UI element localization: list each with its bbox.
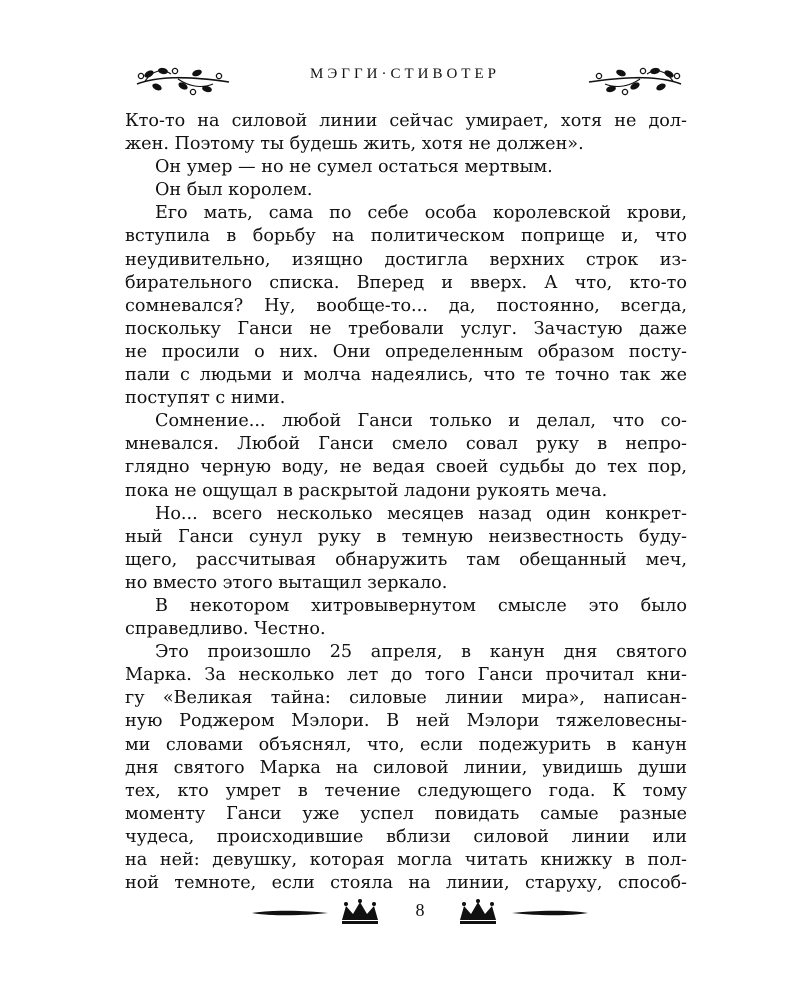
text-line: Он был королем. — [155, 180, 313, 201]
text-line: ми словами объяснял, что, если подежурить в канун — [125, 734, 687, 755]
text-line: моменту Ганси уже успел повидать самые разные — [125, 803, 687, 824]
author-name: МЭГГИ·СТИВОТЕР — [310, 66, 500, 82]
text-line: тех, кто умрет в течение следующего года. К тому — [125, 780, 687, 801]
text-line: Его мать, сама по себе особа королевской крови, — [155, 203, 687, 224]
text-line: Сомнение... любой Ганси только и делал, что со- — [155, 411, 687, 432]
text-line: ный Ганси сунул руку в темную неизвестность буду- — [125, 526, 687, 547]
text-line: гу «Великая тайна: силовые линии мира», написан- — [125, 688, 687, 709]
page-number: 8 — [415, 900, 425, 920]
text-line: Но... всего несколько месяцев назад один конкрет- — [155, 503, 687, 524]
running-header — [125, 62, 685, 102]
text-line: справедливо. Честно. — [125, 619, 326, 640]
text-line: поскольку Ганси не требовали услуг. Зачастую даже — [125, 318, 687, 339]
text-line: пали с людьми и молча надеялись, что те точно так же — [125, 365, 687, 386]
page-footer — [250, 898, 590, 928]
text-line: сомневался? Ну, вообще-то... да, постоянно, всегда, — [125, 295, 687, 316]
text-line: неудивительно, изящно достигла верхних строк из- — [125, 249, 687, 270]
text-line: ной темноте, если стояла на линии, старуху, способ- — [125, 873, 687, 894]
text-line: дня святого Марка на силовой линии, увидишь души — [125, 757, 687, 778]
text-line: мневался. Любой Ганси смело совал руку в непро- — [125, 434, 687, 455]
text-line: бирательного списка. Вперед и вверх. А что, кто-то — [125, 272, 687, 293]
text-line: вступила в борьбу на политическом поприще и, что — [125, 226, 687, 247]
text-line: Кто-то на силовой линии сейчас умирает, хотя не дол- — [125, 111, 687, 131]
text-line: Он умер — но не сумел остаться мертвым. — [155, 157, 553, 178]
page-body-text — [125, 110, 687, 895]
flourish-right-icon — [510, 907, 590, 919]
text-line: не просили о них. Они определенным образом посту- — [125, 341, 687, 362]
leaf-branch-ornament-right-icon — [585, 62, 685, 98]
text-line: пока не ощущал в раскрытой ладони рукоять меча. — [125, 480, 608, 501]
text-line: щего, рассчитывая обнаружить там обещанный меч, — [125, 549, 687, 570]
text-line: Марка. За несколько лет до того Ганси прочитал кни- — [125, 665, 687, 686]
text-line: на ней: девушку, которая могла читать книжку в пол- — [125, 850, 687, 870]
text-line: ную Роджером Мэлори. В ней Мэлори тяжеловесны- — [125, 711, 687, 732]
text-line: В некотором хитровывернутом смысле это было — [155, 595, 687, 616]
text-line: жен. Поэтому ты будешь жить, хотя не должен». — [125, 134, 584, 155]
text-line: поступят с ними. — [125, 388, 286, 409]
text-line: Это произошло 25 апреля, в канун дня святого — [155, 642, 687, 663]
text-line: но вместо этого вытащил зеркало. — [125, 572, 448, 593]
crown-right-icon — [456, 898, 500, 926]
text-line: глядно черную воду, не ведая своей судьбы до тех пор, — [125, 457, 687, 478]
text-line: чудеса, происходившие вблизи силовой линии или — [125, 826, 687, 847]
